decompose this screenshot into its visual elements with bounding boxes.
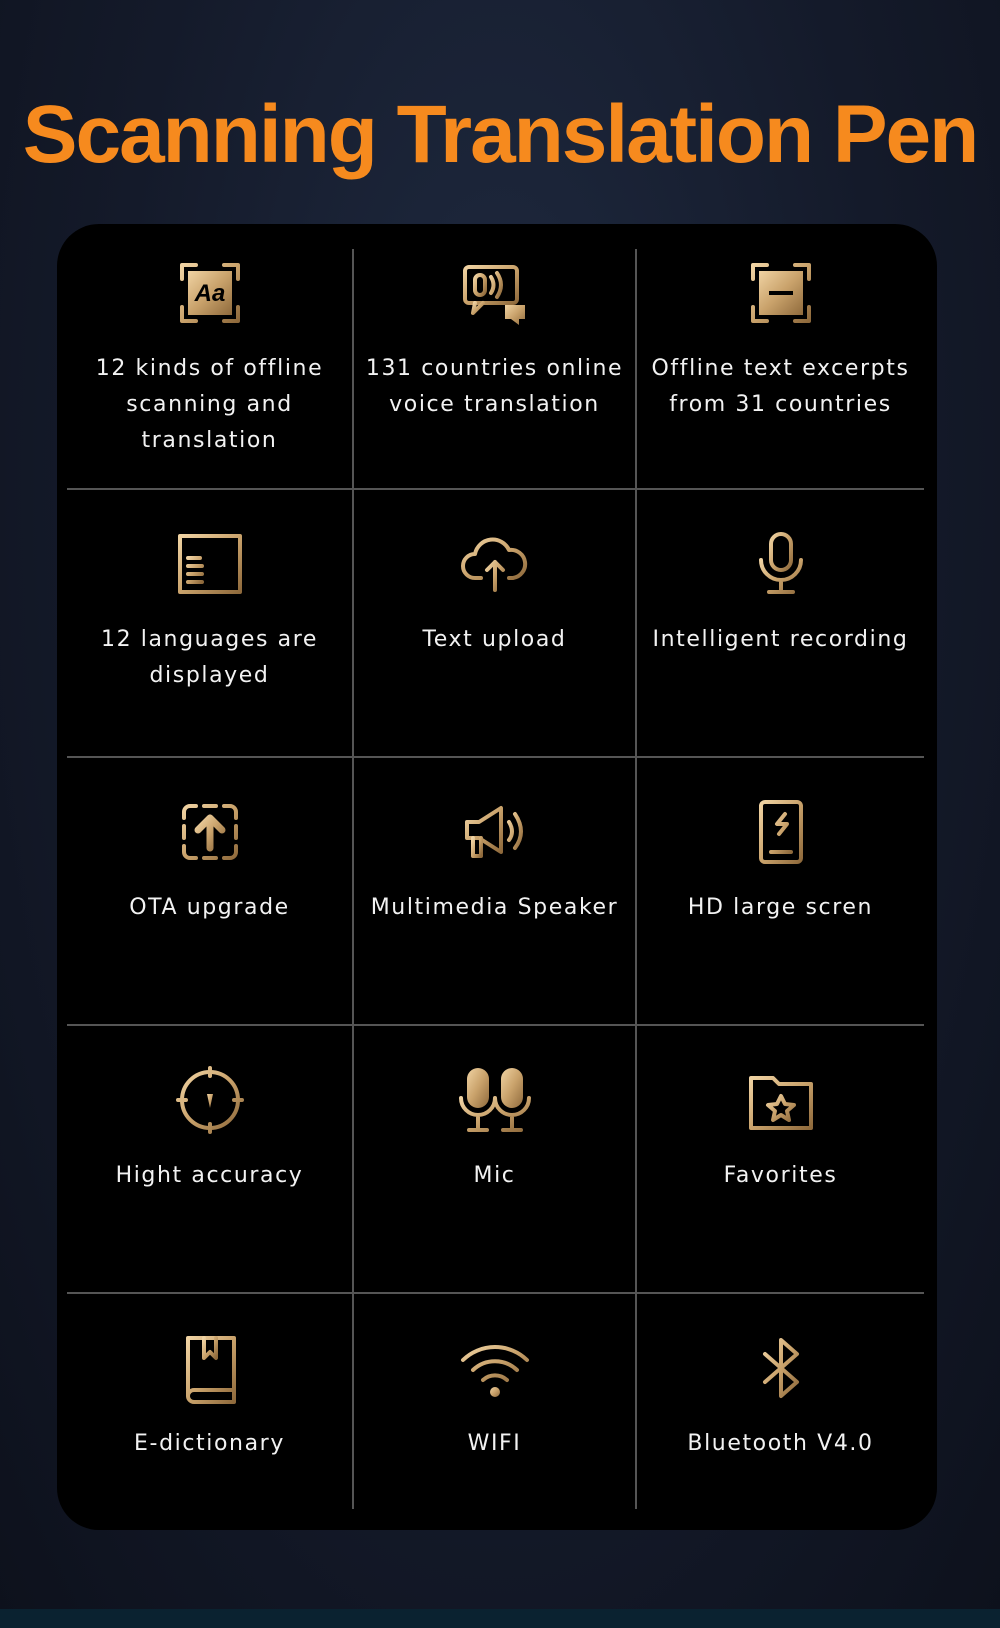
compass-icon <box>174 1064 246 1136</box>
bluetooth-icon <box>745 1332 817 1404</box>
feature-item <box>354 1026 637 1294</box>
aa-scan-icon <box>174 257 246 329</box>
ota-upgrade-icon <box>174 796 246 868</box>
feature-item <box>67 758 354 1026</box>
feature-item <box>67 249 354 490</box>
feature-grid <box>67 249 924 1509</box>
cloud-upload-icon <box>459 528 531 600</box>
feature-item <box>637 249 924 490</box>
feature-item <box>67 1026 354 1294</box>
feature-item <box>637 758 924 1026</box>
feature-item <box>637 1294 924 1509</box>
feature-label: Text upload <box>422 627 567 652</box>
feature-item <box>354 1294 637 1509</box>
page-title: Scanning Translation Pen <box>22 89 978 180</box>
feature-item <box>354 758 637 1026</box>
favorites-folder-icon <box>745 1064 817 1136</box>
feature-label: E-dictionary <box>134 1431 285 1456</box>
screen-device-icon <box>745 796 817 868</box>
feature-label: Offline text excerpts from 31 countries <box>651 356 910 417</box>
display-window-icon <box>174 528 246 600</box>
feature-label: WIFI <box>467 1431 522 1456</box>
feature-item <box>354 490 637 758</box>
voice-chat-icon <box>459 257 531 329</box>
bottom-band <box>0 1609 1000 1628</box>
feature-label: HD large scren <box>687 895 874 920</box>
feature-item <box>637 490 924 758</box>
wifi-icon <box>459 1332 531 1404</box>
feature-label: Multimedia Speaker <box>370 895 619 920</box>
feature-card <box>57 224 937 1530</box>
dual-mic-icon <box>459 1064 531 1136</box>
feature-label: Hight accuracy <box>115 1163 304 1188</box>
feature-label: Intelligent recording <box>652 627 909 652</box>
feature-label: OTA upgrade <box>129 895 290 920</box>
feature-item <box>67 1294 354 1509</box>
svg-text:Aa: Aa <box>194 280 225 307</box>
text-excerpt-icon <box>745 257 817 329</box>
feature-label: Bluetooth V4.0 <box>687 1431 874 1456</box>
feature-label: 131 countries online voice translation <box>365 356 624 417</box>
feature-item <box>67 490 354 758</box>
feature-label: 12 languages are displayed <box>100 627 319 688</box>
book-icon <box>174 1332 246 1404</box>
feature-item <box>354 249 637 490</box>
feature-label: 12 kinds of offline scanning and translation <box>95 356 324 453</box>
megaphone-icon <box>459 796 531 868</box>
feature-label: Favorites <box>723 1163 838 1188</box>
feature-label: Mic <box>473 1163 516 1188</box>
feature-item <box>637 1026 924 1294</box>
microphone-icon <box>745 528 817 600</box>
